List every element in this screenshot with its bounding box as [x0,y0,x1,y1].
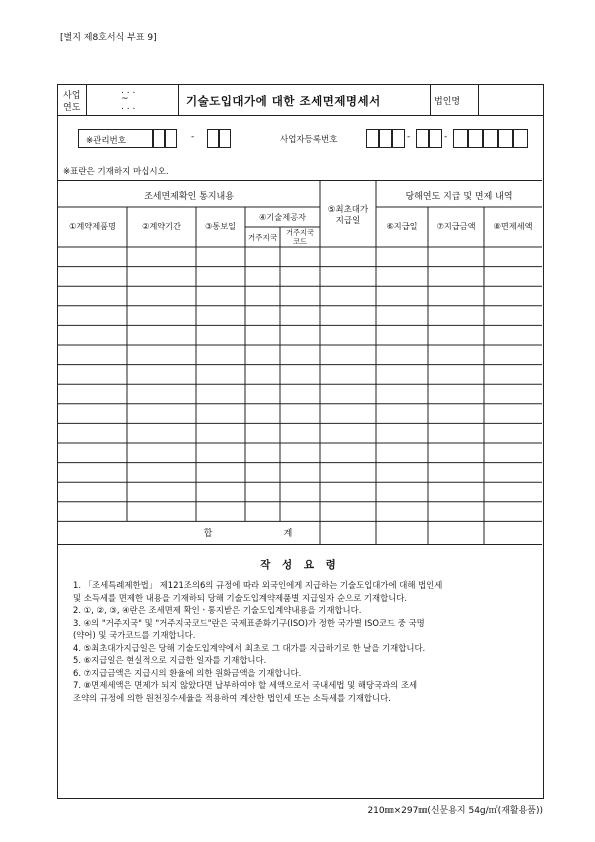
col-header-residence-code-line1: 거주지국 [286,228,314,237]
form-title: 기술도입대가에 대한 조세면제명세서 [186,94,381,108]
col-header-residence-code-line2: 코드 [293,237,307,246]
table-cell[interactable] [128,346,195,364]
table-cell[interactable] [197,405,244,423]
table-cell[interactable] [128,405,195,423]
table-cell[interactable] [281,346,319,364]
table-cell[interactable] [377,248,427,266]
table-cell[interactable] [429,366,483,384]
table-cell[interactable] [128,287,195,305]
table-cell[interactable] [485,346,541,364]
guide-item: 4. ⑤최초대가지급일은 당해 기술도입계약에서 최초로 그 대가를 지급하기로 한 날을 기재합니다. [73,642,426,653]
table-cell[interactable] [377,464,427,482]
guide-item: 7. ⑧면제세액은 면제가 되지 않았다면 납부하여야 할 세액으로서 국내세법 및 해당국과의 조세 [73,680,418,690]
table-cell[interactable] [128,503,195,521]
table-cell[interactable] [197,307,244,325]
table-cell[interactable] [485,483,541,501]
date-from[interactable]: . . . [121,86,136,96]
table-cell[interactable] [485,326,541,344]
table-cell[interactable] [429,405,483,423]
table-cell[interactable] [485,366,541,384]
table-cell[interactable] [59,405,126,423]
col-header-payment-amount: ⑦지급금액 [436,221,476,231]
guide-item: 및 소득세를 면제한 내용을 기재하되 당해 기술도입계약제품별 지급일자 순으로 기재합니다. [73,592,408,603]
table-cell[interactable] [429,346,483,364]
table-cell[interactable] [128,307,195,325]
table-cell[interactable] [128,385,195,403]
table-cell[interactable] [197,444,244,462]
biz-reg-digit-7[interactable] [468,129,483,148]
table-cell[interactable] [485,248,541,266]
table-cell[interactable] [321,268,375,286]
table-cell[interactable] [59,268,126,286]
corp-name-label: 법인명 [434,97,461,107]
table-cell[interactable] [246,287,279,305]
guide-item: 5. ⑥지급일은 현실적으로 지급한 일자를 기재합니다. [73,655,267,665]
mgmt-no-digit-4[interactable] [219,129,231,148]
col-header-exempt-tax: ⑧면제세액 [493,221,533,231]
table-cell[interactable] [429,483,483,501]
table-cell[interactable] [246,464,279,482]
table-cell[interactable] [281,326,319,344]
table-cell[interactable] [197,464,244,482]
biz-reg-digit-1[interactable] [366,129,379,148]
table-cell[interactable] [128,366,195,384]
table-cell[interactable] [429,268,483,286]
biz-reg-dash-2: - [444,132,448,142]
table-cell[interactable] [429,464,483,482]
table-cell[interactable] [246,483,279,501]
group-header-payment: 당해연도 지급 및 면제 내역 [405,192,513,202]
table-cell[interactable] [321,444,375,462]
table-cell[interactable] [377,503,427,521]
table-cell[interactable] [321,464,375,482]
col-header-residence-country: 거주지국 [247,233,278,242]
biz-reg-digit-10[interactable] [513,129,528,148]
table-cell[interactable] [429,307,483,325]
table-cell[interactable] [377,385,427,403]
table-cell[interactable] [281,287,319,305]
table-cell[interactable] [377,287,427,305]
mgmt-no-digit-1[interactable] [153,129,165,148]
total-label-2: 계 [283,529,293,540]
table-cell[interactable] [377,424,427,442]
table-cell[interactable] [59,287,126,305]
biz-reg-dash-1: - [407,132,411,142]
table-cell[interactable] [377,483,427,501]
col-header-contract-period: ②계약기간 [142,221,181,231]
table-cell[interactable] [197,287,244,305]
table-cell[interactable] [281,424,319,442]
table-cell[interactable] [377,346,427,364]
table-cell[interactable] [485,287,541,305]
table-cell[interactable] [197,326,244,344]
biz-reg-digit-8[interactable] [483,129,498,148]
form-label: [별지 제8호서식 부표 9] [60,33,157,43]
table-cell[interactable] [429,326,483,344]
mgmt-no-digit-3[interactable] [207,129,219,148]
table-cell[interactable] [281,248,319,266]
table-cell[interactable] [59,248,126,266]
table-cell[interactable] [429,503,483,521]
paper-spec: 210㎜×297㎜(신문용지 54g/㎡(재활용품)) [367,806,543,816]
table-cell[interactable] [485,503,541,521]
table-cell[interactable] [281,444,319,462]
table-cell[interactable] [321,483,375,501]
table-cell[interactable] [59,483,126,501]
table-cell[interactable] [485,385,541,403]
table-cell[interactable] [321,503,375,521]
table-cell[interactable] [197,346,244,364]
table-cell[interactable] [485,268,541,286]
table-cell[interactable] [321,307,375,325]
biz-reg-digit-9[interactable] [498,129,513,148]
table-cell[interactable] [128,268,195,286]
table-cell[interactable] [59,444,126,462]
biz-reg-label: 사업자등록번호 [280,135,338,145]
table-cell[interactable] [281,503,319,521]
table-cell[interactable] [59,464,126,482]
table-cell[interactable] [59,326,126,344]
col-header-tech-provider: ④기술제공자 [259,212,306,222]
table-cell[interactable] [197,424,244,442]
table-cell[interactable] [246,248,279,266]
year-label-2: 연도 [63,103,81,113]
col-header-first-payment-line2: 지급일 [335,216,361,226]
form-sheet [57,84,544,799]
table-cell[interactable] [377,268,427,286]
biz-reg-digit-5[interactable] [429,129,442,148]
col-header-payment-date: ⑥지급일 [386,221,418,231]
table-cell[interactable] [59,424,126,442]
table-cell[interactable] [377,444,427,462]
table-cell[interactable] [377,307,427,325]
table-cell[interactable] [377,366,427,384]
table-cell[interactable] [321,405,375,423]
notice-text: ※표란은 기재하지 마십시오. [63,167,169,177]
biz-reg-digit-3[interactable] [392,129,405,148]
header-row [58,85,543,116]
table-cell[interactable] [197,385,244,403]
table-cell[interactable] [197,366,244,384]
table-cell[interactable] [281,268,319,286]
guide-item: 1. 「조세특례제한법」 제121조의6의 규정에 따라 외국인에게 지급하는 기술도입대가에 대해 법인세 [73,580,443,590]
guide-item: 2. ①, ②, ③, ④란은 조세면제 확인ㆍ통지받은 기술도입계약내용을 기재합니다. [73,605,362,615]
date-separator: ~ [121,94,129,104]
guide-title: 작 성 요 령 [260,559,340,571]
table-cell[interactable] [246,444,279,462]
table-cell[interactable] [197,503,244,521]
mgmt-no-label-box: ※관리번호 [78,129,153,148]
table-cell[interactable] [246,424,279,442]
col-header-first-payment-line1: ⑤최초대가 [327,205,369,215]
table-cell[interactable] [321,366,375,384]
total-label-1: 합 [203,529,213,540]
table-cell[interactable] [59,385,126,403]
biz-reg-digit-4[interactable] [416,129,429,148]
guide-section [58,544,542,799]
table-cell[interactable] [246,366,279,384]
table-cell[interactable] [321,287,375,305]
guide-item: (약어) 및 국가코드를 기재합니다. [73,630,196,640]
table-cell[interactable] [377,326,427,344]
table-cell[interactable] [246,268,279,286]
detail-table [58,180,542,545]
table-cell[interactable] [485,464,541,482]
col-header-contract-product: ①계약제품명 [69,221,116,231]
table-cell[interactable] [128,444,195,462]
table-cell[interactable] [246,385,279,403]
mgmt-no-dash: - [191,132,195,142]
table-cell[interactable] [128,464,195,482]
table-cell[interactable] [485,424,541,442]
col-header-notice-date: ③통보일 [204,221,237,231]
guide-item: 3. ④의 "거주지국" 및 "거주지국코드"란은 국제표준화기구(ISO)가 정한 국가별 ISO코드 중 국명 [73,617,425,628]
table-cell[interactable] [485,405,541,423]
table-cell[interactable] [128,326,195,344]
table-cell[interactable] [59,503,126,521]
table-cell[interactable] [246,503,279,521]
table-cell[interactable] [429,385,483,403]
table-cell[interactable] [59,346,126,364]
table-cell[interactable] [321,424,375,442]
group-header-exemption: 조세면제확인 통지내용 [144,192,234,202]
table-cell[interactable] [128,483,195,501]
table-cell[interactable] [281,405,319,423]
table-cell[interactable] [246,307,279,325]
table-cell[interactable] [485,307,541,325]
table-cell[interactable] [246,346,279,364]
table-cell[interactable] [429,287,483,305]
table-cell[interactable] [321,385,375,403]
table-cell[interactable] [246,405,279,423]
table-cell[interactable] [429,424,483,442]
mgmt-no-digit-2[interactable] [165,129,177,148]
table-cell[interactable] [281,307,319,325]
table-cell[interactable] [429,248,483,266]
table-cell[interactable] [128,248,195,266]
table-cell[interactable] [197,483,244,501]
table-cell[interactable] [128,424,195,442]
biz-reg-digit-6[interactable] [453,129,468,148]
table-cell[interactable] [246,326,279,344]
guide-item: 조약의 규정에 의한 원천징수세율을 적용하여 계산한 법인세 또는 소득세를 기재합니다. [73,692,391,703]
table-cell[interactable] [59,307,126,325]
table-cell[interactable] [485,444,541,462]
table-cell[interactable] [281,464,319,482]
table-cell[interactable] [321,248,375,266]
table-cell[interactable] [281,483,319,501]
table-cell[interactable] [281,385,319,403]
year-label-1: 사업 [63,91,81,101]
table-cell[interactable] [281,366,319,384]
table-cell[interactable] [321,346,375,364]
biz-reg-digit-2[interactable] [379,129,392,148]
table-cell[interactable] [377,405,427,423]
table-cell[interactable] [59,366,126,384]
table-cell[interactable] [321,326,375,344]
guide-item: 6. ⑦지급금액은 지급시의 환율에 의한 원화금액을 기재합니다. [73,667,302,678]
date-to[interactable]: . . . [121,102,136,112]
table-cell[interactable] [429,444,483,462]
table-cell[interactable] [197,248,244,266]
table-cell[interactable] [197,268,244,286]
